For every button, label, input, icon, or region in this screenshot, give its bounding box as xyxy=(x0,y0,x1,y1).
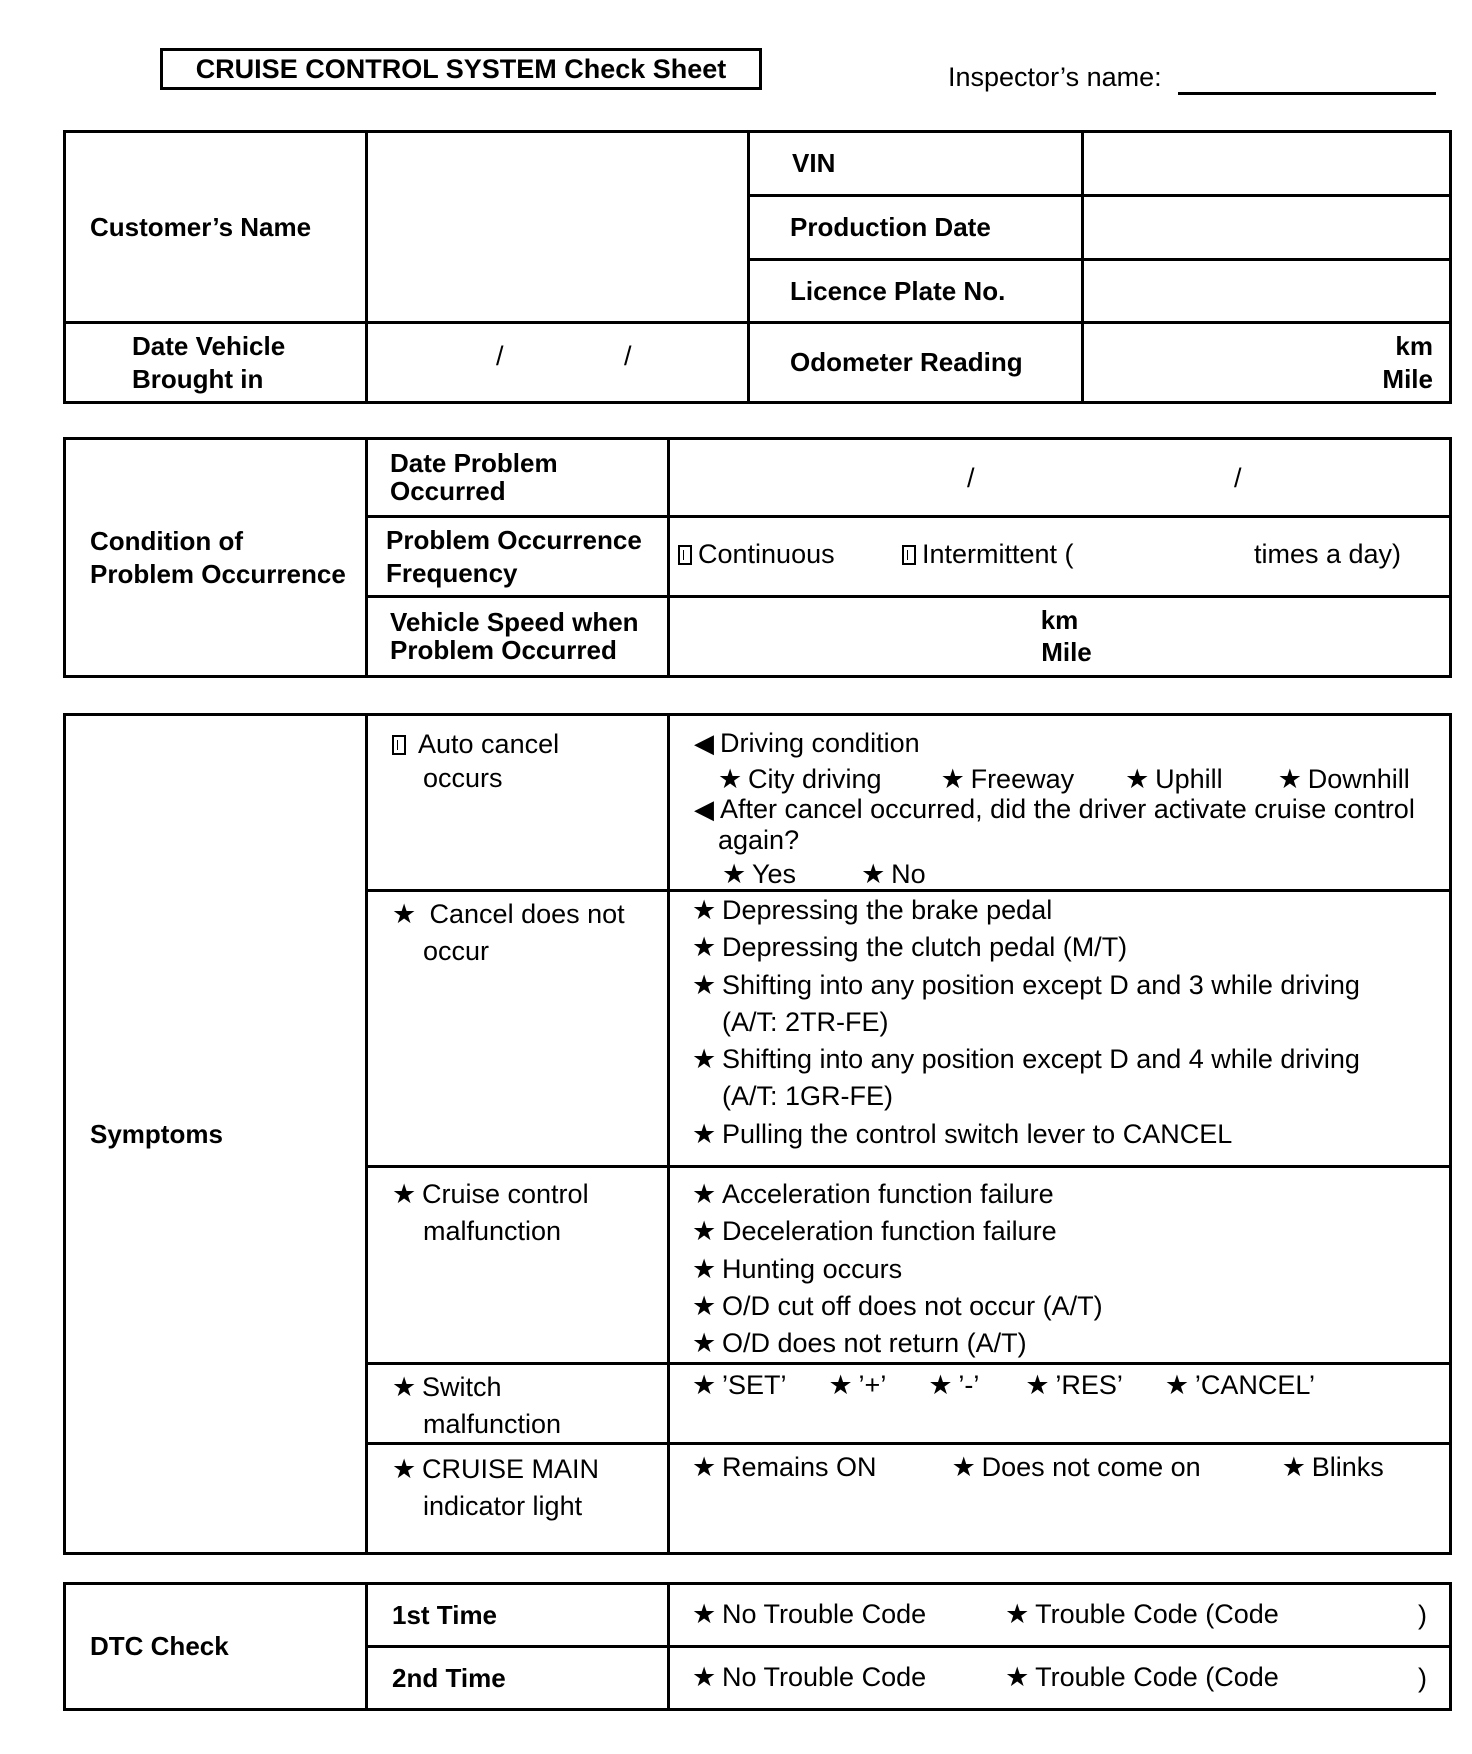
production-date-field[interactable] xyxy=(1083,196,1451,260)
item-text: Shifting into any position except D and 3 while driving xyxy=(722,969,1360,1000)
item-text: O/D does not return (A/T) xyxy=(722,1328,1027,1359)
licence-plate-label: Licence Plate No. xyxy=(749,260,1083,323)
licence-plate-field[interactable] xyxy=(1083,260,1451,323)
item-text: Depressing the brake pedal xyxy=(722,895,1053,926)
star-icon: ★ xyxy=(1125,764,1150,795)
downhill-option[interactable] xyxy=(1278,764,1410,794)
item-text: Blinks xyxy=(1311,1452,1384,1483)
malfunction-label: Cruise control xyxy=(422,1179,589,1210)
list-item[interactable] xyxy=(692,892,1449,929)
date-separator: / xyxy=(496,341,504,371)
cancel-not-occur-option[interactable] xyxy=(367,891,669,1167)
no-label: No xyxy=(891,858,926,889)
no-trouble-code-option[interactable] xyxy=(692,1599,926,1629)
item-note: (A/T: 2TR-FE) xyxy=(722,1006,889,1037)
indicator-label-line2: indicator light xyxy=(423,1490,583,1521)
date-occurred-label-line1: Date Problem xyxy=(390,448,558,479)
date-brought-in-label-line1: Date Vehicle xyxy=(132,331,286,361)
switch-label: Switch xyxy=(422,1372,502,1403)
switch-plus-option[interactable] xyxy=(829,1370,886,1400)
inspector-name-field[interactable] xyxy=(1178,92,1436,95)
cancel-question-line2: again? xyxy=(718,824,800,855)
triangle-bullet-icon: ◀ xyxy=(694,728,714,758)
cancel-not-occur-list xyxy=(669,891,1451,1167)
item-text: Remains ON xyxy=(722,1452,877,1483)
list-item[interactable] xyxy=(692,1041,1449,1078)
yes-label: Yes xyxy=(752,858,797,889)
list-item[interactable] xyxy=(692,967,1449,1004)
item-text: Depressing the clutch pedal (M/T) xyxy=(722,932,1128,963)
condition-table xyxy=(63,437,1452,678)
star-icon: ★ xyxy=(692,1253,717,1284)
cancel-not-occur-label-line2: occur xyxy=(423,935,490,966)
star-icon: ★ xyxy=(692,1179,717,1210)
intermittent-option[interactable] xyxy=(902,538,1074,572)
star-icon: ★ xyxy=(1005,1599,1030,1630)
item-text: ’CANCEL’ xyxy=(1194,1370,1315,1401)
star-icon: ★ xyxy=(722,858,747,889)
item-text: Shifting into any position except D and 4 while driving xyxy=(722,1044,1360,1075)
star-icon: ★ xyxy=(940,764,965,795)
no-trouble-code-option[interactable] xyxy=(692,1662,926,1692)
checkbox-icon[interactable] xyxy=(678,545,692,565)
indicator-option[interactable] xyxy=(367,1444,669,1554)
condition-label-line2: Problem Occurrence xyxy=(90,558,346,589)
close-paren: ) xyxy=(1418,1600,1427,1630)
auto-cancel-option[interactable] xyxy=(367,715,669,891)
date-separator: / xyxy=(624,341,632,371)
downhill-label: Downhill xyxy=(1307,764,1410,795)
second-time-result xyxy=(669,1647,1451,1710)
star-icon: ★ xyxy=(392,899,417,930)
continuous-label: Continuous xyxy=(698,539,835,569)
star-icon: ★ xyxy=(692,1216,717,1247)
star-icon: ★ xyxy=(1025,1370,1050,1401)
frequency-label-line2: Frequency xyxy=(386,557,518,588)
odometer-field[interactable] xyxy=(1083,323,1451,403)
star-icon: ★ xyxy=(692,1662,717,1693)
switch-malfunction-option[interactable] xyxy=(367,1364,669,1444)
list-item[interactable] xyxy=(692,1251,1449,1288)
vehicle-info-table xyxy=(63,130,1452,404)
item-text: Acceleration function failure xyxy=(722,1179,1054,1210)
list-item[interactable] xyxy=(692,1213,1449,1250)
star-icon: ★ xyxy=(392,1372,417,1403)
star-icon: ★ xyxy=(951,1452,976,1483)
customer-name-field[interactable] xyxy=(367,132,749,323)
switch-label-line2: malfunction xyxy=(423,1408,562,1439)
sheet-title: CRUISE CONTROL SYSTEM Check Sheet xyxy=(160,48,762,90)
close-paren: ) xyxy=(1418,1663,1427,1693)
star-icon: ★ xyxy=(392,1179,417,1210)
uphill-label: Uphill xyxy=(1155,764,1223,795)
list-item[interactable] xyxy=(692,929,1449,966)
freeway-option[interactable] xyxy=(941,764,1075,794)
star-icon: ★ xyxy=(692,1599,717,1630)
date-separator: / xyxy=(1234,463,1242,493)
first-time-label: 1st Time xyxy=(367,1584,669,1647)
city-driving-label: City driving xyxy=(748,764,882,795)
malfunction-label-line2: malfunction xyxy=(423,1215,562,1246)
checkbox-icon[interactable] xyxy=(902,545,916,565)
item-text: Hunting occurs xyxy=(722,1253,903,1284)
star-icon: ★ xyxy=(861,858,886,889)
driving-condition-label: Driving condition xyxy=(720,728,920,758)
trouble-code-option[interactable] xyxy=(1005,1662,1279,1692)
date-brought-in-field[interactable] xyxy=(367,323,749,403)
frequency-field xyxy=(669,517,1451,597)
list-item[interactable] xyxy=(692,1116,1449,1153)
date-brought-in-label xyxy=(65,323,367,403)
no-option[interactable] xyxy=(861,859,926,889)
symptoms-table xyxy=(63,713,1452,1555)
switch-minus-option[interactable] xyxy=(928,1370,978,1400)
cancel-not-occur-label: Cancel does not xyxy=(429,899,625,930)
remains-on-option[interactable] xyxy=(692,1452,877,1482)
triangle-bullet-icon: ◀ xyxy=(694,794,714,825)
star-icon: ★ xyxy=(1281,1452,1306,1483)
yes-option[interactable] xyxy=(722,859,796,889)
list-item[interactable] xyxy=(692,1176,1449,1213)
star-icon: ★ xyxy=(692,1452,717,1483)
speed-label xyxy=(367,597,669,677)
item-text: Pulling the control switch lever to CANCEL xyxy=(722,1118,1233,1149)
item-text: Trouble Code (Code xyxy=(1035,1599,1279,1630)
continuous-option[interactable] xyxy=(678,538,835,572)
unit-mile: Mile xyxy=(1041,636,1092,667)
indicator-label: CRUISE MAIN xyxy=(422,1454,600,1485)
date-occurred-label xyxy=(367,439,669,517)
list-item[interactable] xyxy=(692,1288,1449,1325)
intermittent-label: Intermittent ( xyxy=(922,539,1074,569)
checkbox-icon[interactable] xyxy=(392,735,406,755)
blinks-option[interactable] xyxy=(1282,1452,1384,1482)
does-not-come-on-option[interactable] xyxy=(952,1452,1201,1482)
indicator-list xyxy=(669,1444,1451,1554)
item-note: (A/T: 1GR-FE) xyxy=(722,1081,894,1112)
item-text: ’+’ xyxy=(858,1370,886,1401)
production-date-label: Production Date xyxy=(749,196,1083,260)
auto-cancel-label-line2: occurs xyxy=(423,762,503,793)
star-icon: ★ xyxy=(692,1044,717,1075)
date-brought-in-label-line2: Brought in xyxy=(132,363,264,394)
star-icon: ★ xyxy=(692,1118,717,1149)
auto-cancel-label: Auto cancel xyxy=(418,729,560,759)
date-separator: / xyxy=(967,463,975,493)
star-icon: ★ xyxy=(692,1290,717,1321)
switch-res-option[interactable] xyxy=(1025,1370,1122,1400)
item-text: ’SET’ xyxy=(722,1370,786,1401)
frequency-label-line1: Problem Occurrence xyxy=(386,525,642,555)
speed-label-line2: Problem Occurred xyxy=(390,634,617,665)
frequency-label xyxy=(367,517,669,597)
item-text: No Trouble Code xyxy=(722,1599,927,1630)
star-icon: ★ xyxy=(1164,1370,1190,1401)
condition-label-line1: Condition of xyxy=(90,526,244,556)
auto-cancel-details xyxy=(669,715,1451,891)
condition-section-label xyxy=(65,439,367,677)
item-text: Does not come on xyxy=(981,1452,1201,1483)
freeway-label: Freeway xyxy=(970,764,1075,795)
trouble-code-option[interactable] xyxy=(1005,1599,1279,1629)
odometer-label: Odometer Reading xyxy=(749,323,1083,403)
vin-field[interactable] xyxy=(1083,132,1451,196)
vin-label: VIN xyxy=(749,132,1083,196)
star-icon: ★ xyxy=(1005,1662,1030,1693)
times-a-day-label: times a day) xyxy=(1254,539,1402,569)
inspector-label: Inspector’s name: xyxy=(948,62,1162,92)
malfunction-list xyxy=(669,1167,1451,1364)
star-icon: ★ xyxy=(1277,764,1302,795)
first-time-result xyxy=(669,1584,1451,1647)
item-text: O/D cut off does not occur (A/T) xyxy=(722,1290,1103,1321)
second-time-label: 2nd Time xyxy=(367,1647,669,1710)
star-icon: ★ xyxy=(692,1370,717,1401)
star-icon: ★ xyxy=(692,895,717,926)
date-occurred-field[interactable] xyxy=(669,439,1451,517)
symptoms-label: Symptoms xyxy=(65,715,367,1554)
unit-mile: Mile xyxy=(1382,363,1433,394)
dtc-table xyxy=(63,1582,1452,1711)
city-driving-option[interactable] xyxy=(718,764,882,794)
item-text: Deceleration function failure xyxy=(722,1216,1057,1247)
star-icon: ★ xyxy=(692,932,717,963)
switch-list xyxy=(669,1364,1451,1444)
item-text: ’RES’ xyxy=(1055,1370,1122,1401)
speed-field[interactable] xyxy=(669,597,1451,677)
speed-label-line1: Vehicle Speed when xyxy=(390,607,639,638)
list-item[interactable] xyxy=(692,1325,1449,1362)
item-text: No Trouble Code xyxy=(722,1662,927,1693)
switch-set-option[interactable] xyxy=(692,1370,786,1400)
dtc-check-label: DTC Check xyxy=(65,1584,367,1710)
uphill-option[interactable] xyxy=(1125,764,1223,794)
star-icon: ★ xyxy=(928,1370,953,1401)
star-icon: ★ xyxy=(718,764,743,795)
star-icon: ★ xyxy=(692,1328,717,1359)
item-text: Trouble Code (Code xyxy=(1035,1662,1279,1693)
date-occurred-label-line2: Occurred xyxy=(390,475,506,506)
star-icon: ★ xyxy=(828,1370,853,1401)
star-icon: ★ xyxy=(692,969,717,1000)
unit-km: km xyxy=(1040,605,1079,636)
cancel-question: After cancel occurred, did the driver activate cruise control xyxy=(720,794,1415,825)
star-icon: ★ xyxy=(392,1454,417,1485)
malfunction-option[interactable] xyxy=(367,1167,669,1364)
unit-km: km xyxy=(1395,331,1433,361)
customer-name-label: Customer’s Name xyxy=(65,132,367,323)
switch-cancel-option[interactable] xyxy=(1165,1370,1315,1400)
item-text: ’-’ xyxy=(958,1370,979,1401)
